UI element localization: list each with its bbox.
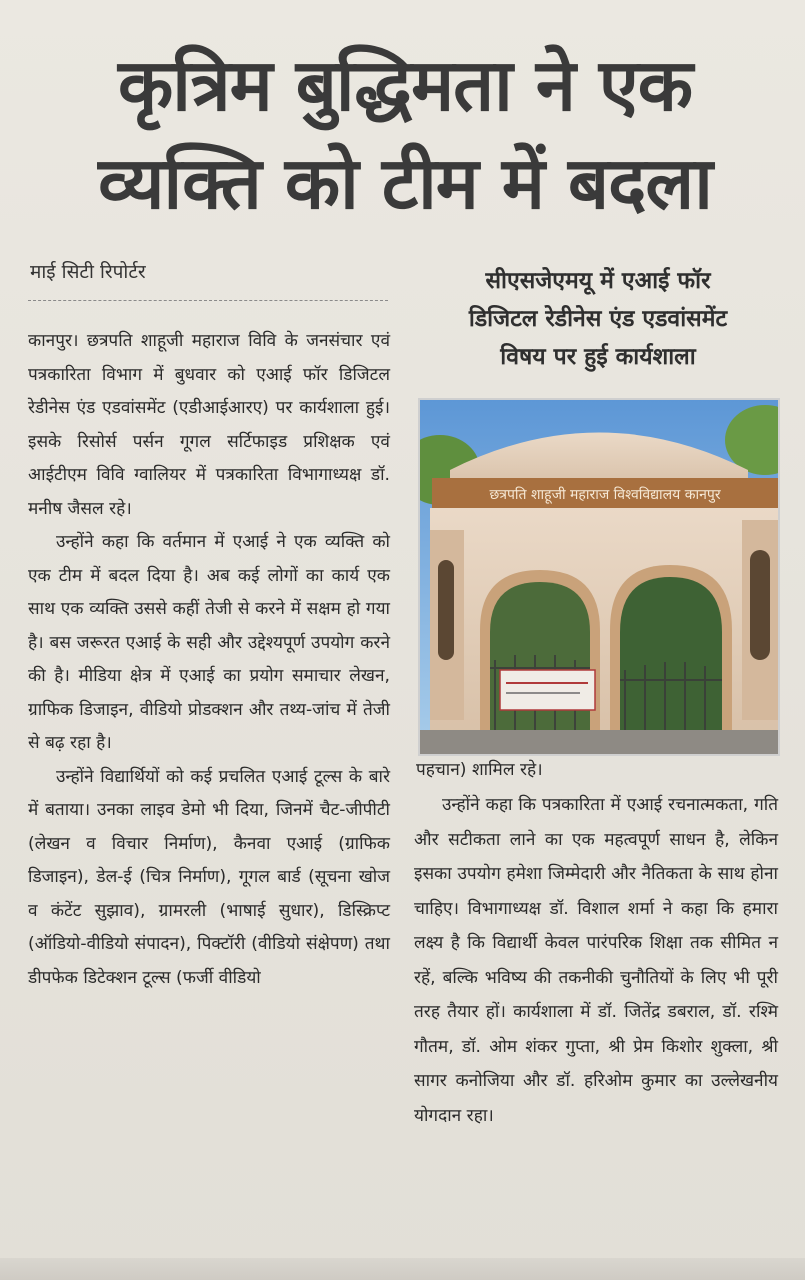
article-paragraph-1: कानपुर। छत्रपति शाहूजी महाराज विवि के जनसंचार एवं पत्रकारिता विभाग में बुधवार को एआई फॉर डिजिटल रेडीनेस एंड एडवांसमेंट (एडीआईआरए) पर कार्यशाला हुई। इसके रिसोर्स पर्सन गूगल सर्टिफाइड प्रशिक्षक एवं आईटीएम विवि ग्वालियर में पत्रकारिता विभागाध्यक्ष डॉ. मनीष जैसल रहे।: [28, 331, 390, 519]
headline: [20, 36, 790, 232]
page-bottom-edge: [0, 1258, 805, 1280]
article-paragraph-2: उन्होंने कहा कि वर्तमान में एआई ने एक व्यक्ति को एक टीम में बदल दिया है। अब कई लोगों का कार्य एक साथ एक व्यक्ति उससे कहीं तेजी से करने में सक्षम हो गया है। बस जरूरत एआई के सही और उद्देश्यपूर्ण उपयोग करने की है। मीडिया क्षेत्र में एआई का प्रयोग समाचार लेखन, ग्राफिक डिजाइन, वीडियो प्रोडक्शन और तथ्य-जांच में तेजी से बढ़ रहा है।: [28, 532, 390, 753]
byline-divider: [28, 300, 388, 301]
subheadline: [412, 262, 784, 376]
subheadline-line-1: सीएसजेएमयू में एआई फॉर: [485, 268, 711, 294]
headline-line-2: व्यक्ति को टीम में बदला: [98, 141, 712, 225]
article-column-left: [28, 325, 390, 995]
university-gate-photo: [418, 398, 780, 756]
article-paragraph-3: उन्होंने विद्यार्थियों को कई प्रचलित एआई टूल्स के बारे में बताया। उनका लाइव डेमो भी दिया, जिनमें चैट-जीपीटी (लेखन व विचार निर्माण), कैनवा एआई (ग्राफिक डिजाइन), डेल-ई (चित्र निर्माण), गूगल बार्ड (सूचना खोज व कंटेंट सुझाव), ग्रामरली (भाषाई सुधार), डिस्क्रिप्ट (ऑडियो-वीडियो संपादन), पिक्टॉरी (वीडियो संक्षेपण) तथा डीपफेक डिटेक्शन टूल्स (फर्जी वीडियो: [28, 766, 390, 988]
gate-illustration: [420, 400, 778, 754]
article-continuation: पहचान) शामिल रहे।: [416, 760, 543, 780]
article-column-right: [414, 788, 778, 1133]
subheadline-line-2: डिजिटल रेडीनेस एंड एडवांसमेंट: [468, 306, 728, 332]
gate-sign-text: छत्रपति शाहूजी महाराज विश्वविद्यालय कानपुर: [489, 487, 721, 503]
subheadline-line-3: विषय पर हुई कार्यशाला: [500, 344, 696, 370]
article-paragraph-4: उन्होंने कहा कि पत्रकारिता में एआई रचनात्मकता, गति और सटीकता लाने का एक महत्वपूर्ण साधन है, लेकिन इसका उपयोग हमेशा जिम्मेदारी और नैतिकता के साथ होना चाहिए। विभागाध्यक्ष डॉ. विशाल शर्मा ने कहा कि हमारा लक्ष्य है कि विद्यार्थी केवल पारंपरिक शिक्षा तक सीमित न रहें, बल्कि भविष्य की तकनीकी चुनौतियों के लिए भी पूरी तरह तैयार हों। कार्यशाला में डॉ. जितेंद्र डबराल, डॉ. रश्मि गौतम, डॉ. ओम शंकर गुप्ता, श्री प्रेम किशोर शुक्ला, श्री सागर कनोजिया और डॉ. हरिओम कुमार का उल्लेखनीय योगदान रहा।: [414, 795, 778, 1126]
byline: माई सिटी रिपोर्टर: [30, 261, 146, 283]
headline-line-1: कृत्रिम बुद्धिमता ने एक: [117, 43, 693, 127]
